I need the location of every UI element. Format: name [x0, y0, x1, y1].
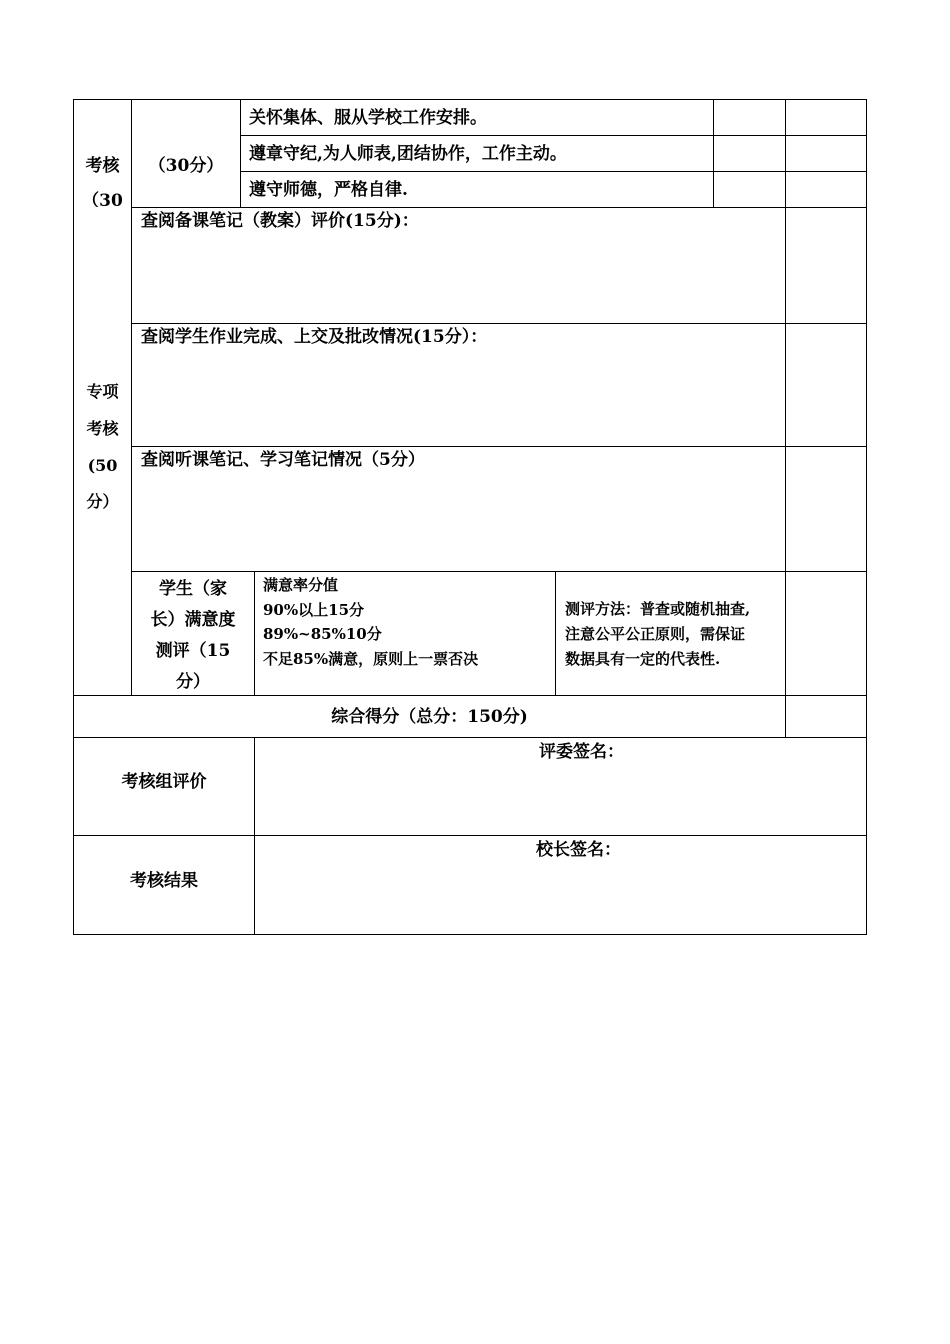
section2-category-line: 分）: [86, 492, 119, 511]
section2-category-line: 专项: [86, 382, 119, 401]
row-divider: [131, 571, 867, 572]
criterion-item: 遵守师德，严格自律.: [249, 180, 408, 200]
column-divider: [240, 99, 241, 208]
satisfaction-label-line: 测评（15: [155, 641, 231, 661]
inspection-item: 查阅听课笔记、学习笔记情况（5分）: [141, 450, 425, 470]
row-divider: [240, 135, 867, 136]
result-label: 考核结果: [130, 871, 198, 891]
category-line: 考核: [85, 156, 120, 176]
satisfaction-label-line: 长）满意度: [150, 610, 236, 630]
rate-line: 满意率分值: [263, 576, 339, 594]
section-divider: [131, 207, 867, 208]
section-divider: [73, 737, 867, 738]
row-divider: [131, 323, 867, 324]
total-score-label: 综合得分（总分：150分): [331, 707, 528, 727]
section-divider: [73, 835, 867, 836]
section2-category-line: 考核: [86, 419, 119, 438]
table-border-bottom: [73, 934, 867, 935]
inspection-item: 查阅备课笔记（教案）评价(15分)：: [141, 211, 419, 231]
principal-signature-label: 校长签名：: [536, 840, 621, 860]
table-border-right: [866, 99, 867, 935]
criterion-item: 关怀集体、服从学校工作安排。: [249, 108, 487, 128]
review-label: 考核组评价: [121, 772, 207, 792]
column-divider: [555, 571, 556, 696]
section2-category-line: (50: [87, 456, 118, 475]
judge-signature-label: 评委签名：: [539, 742, 624, 762]
satisfaction-label-line: 学生（家: [159, 579, 227, 599]
rate-line: 89%~85%10分: [263, 625, 382, 643]
section1-score: （30分）: [148, 156, 224, 176]
column-divider: [713, 99, 714, 208]
table-border-top: [73, 99, 867, 100]
column-divider: [785, 99, 786, 738]
column-divider: [254, 737, 255, 935]
category-line: （30: [82, 191, 123, 207]
row-divider: [131, 446, 867, 447]
section1-category: [74, 100, 131, 207]
method-line: 测评方法：普查或随机抽查,: [565, 600, 751, 618]
criterion-item: 遵章守纪,为人师表,团结协作，工作主动。: [249, 144, 567, 164]
rate-line: 不足85%满意，原则上一票否决: [263, 650, 479, 668]
column-divider: [254, 571, 255, 696]
method-line: 数据具有一定的代表性.: [565, 650, 721, 668]
row-divider: [240, 171, 867, 172]
method-line: 注意公平公正原则，需保证: [565, 625, 746, 643]
satisfaction-label-line: 分）: [176, 672, 210, 692]
inspection-item: 查阅学生作业完成、上交及批改情况(15分）：: [141, 327, 488, 347]
rate-line: 90%以上15分: [263, 601, 365, 619]
